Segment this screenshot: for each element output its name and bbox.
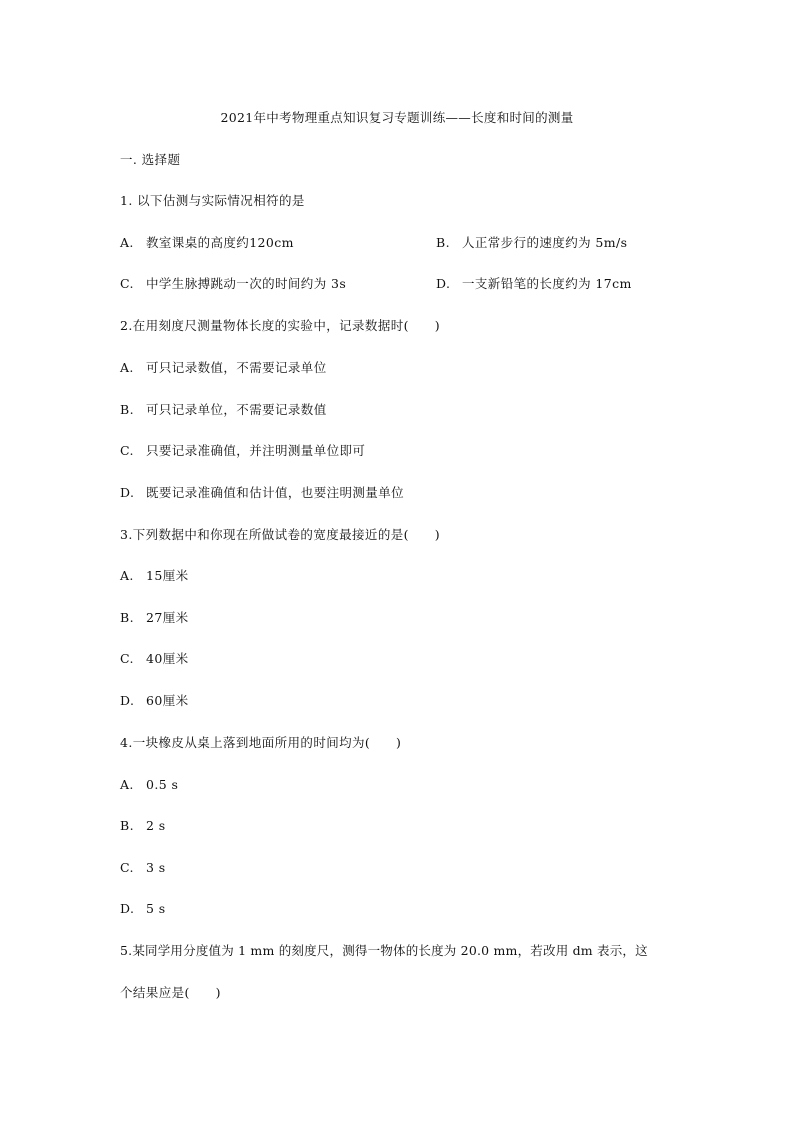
question-3-stem: 3.下列数据中和你现在所做试卷的宽度最接近的是( )	[120, 527, 440, 542]
question-3-option-a	[120, 568, 189, 584]
question-3-option-d	[120, 693, 189, 709]
option-label: C.	[120, 443, 134, 458]
option-text: 40厘米	[146, 651, 189, 666]
question-5-stem-line-1: 5.某同学用分度值为 1 mm 的刻度尺，测得一物体的长度为 20.0 mm，若改用 dm 表示，这	[120, 943, 648, 958]
option-label: D.	[120, 693, 135, 708]
question-2-stem: 2.在用刻度尺测量物体长度的实验中，记录数据时( )	[120, 318, 440, 333]
question-4-option-a	[120, 777, 178, 793]
option-text: 中学生脉搏跳动一次的时间约为 3s	[146, 276, 347, 291]
question-4-option-c	[120, 860, 166, 876]
option-label: B.	[120, 610, 134, 625]
option-label: C.	[120, 860, 134, 875]
option-text: 15厘米	[146, 568, 189, 583]
question-1-option-d	[436, 276, 632, 292]
option-text: 只要记录准确值，并注明测量单位即可	[146, 443, 366, 458]
option-label: A.	[120, 568, 134, 583]
question-2-option-b	[120, 402, 327, 418]
section-heading: 一. 选择题	[120, 152, 181, 167]
option-text: 既要记录准确值和估计值，也要注明测量单位	[146, 485, 405, 500]
option-text: 一支新铅笔的长度约为 17cm	[462, 276, 632, 291]
question-4-option-b	[120, 818, 166, 834]
question-2-option-a	[120, 360, 327, 376]
question-1-option-b	[436, 235, 627, 251]
option-text: 教室课桌的高度约120cm	[146, 235, 294, 250]
option-text: 可只记录数值，不需要记录单位	[146, 360, 327, 375]
question-3-option-b	[120, 610, 189, 626]
option-text: 2 s	[146, 818, 166, 833]
question-4-option-d	[120, 901, 166, 917]
option-text: 5 s	[146, 901, 166, 916]
option-label: B.	[436, 235, 450, 250]
document-title: 2021年中考物理重点知识复习专题训练——长度和时间的测量	[220, 110, 574, 125]
option-label: B.	[120, 818, 134, 833]
option-text: 人正常步行的速度约为 5m/s	[462, 235, 628, 250]
question-1-option-a	[120, 235, 294, 251]
option-text: 可只记录单位，不需要记录数值	[146, 402, 327, 417]
option-text: 3 s	[146, 860, 166, 875]
question-1-option-c	[120, 276, 346, 292]
option-label: C.	[120, 651, 134, 666]
question-2-option-c	[120, 443, 365, 459]
option-label: D.	[120, 901, 135, 916]
option-text: 0.5 s	[146, 777, 179, 792]
option-label: D.	[436, 276, 451, 291]
option-label: C.	[120, 276, 134, 291]
option-text: 27厘米	[146, 610, 189, 625]
option-label: A.	[120, 777, 134, 792]
question-2-option-d	[120, 485, 404, 501]
option-label: B.	[120, 402, 134, 417]
option-label: A.	[120, 360, 134, 375]
option-label: D.	[120, 485, 135, 500]
question-4-stem: 4.一块橡皮从桌上落到地面所用的时间均为( )	[120, 735, 402, 750]
question-1-stem: 1. 以下估测与实际情况相符的是	[120, 193, 305, 208]
question-3-option-c	[120, 651, 189, 667]
option-label: A.	[120, 235, 134, 250]
question-5-stem-line-2: 个结果应是( )	[120, 985, 221, 1000]
option-text: 60厘米	[146, 693, 189, 708]
